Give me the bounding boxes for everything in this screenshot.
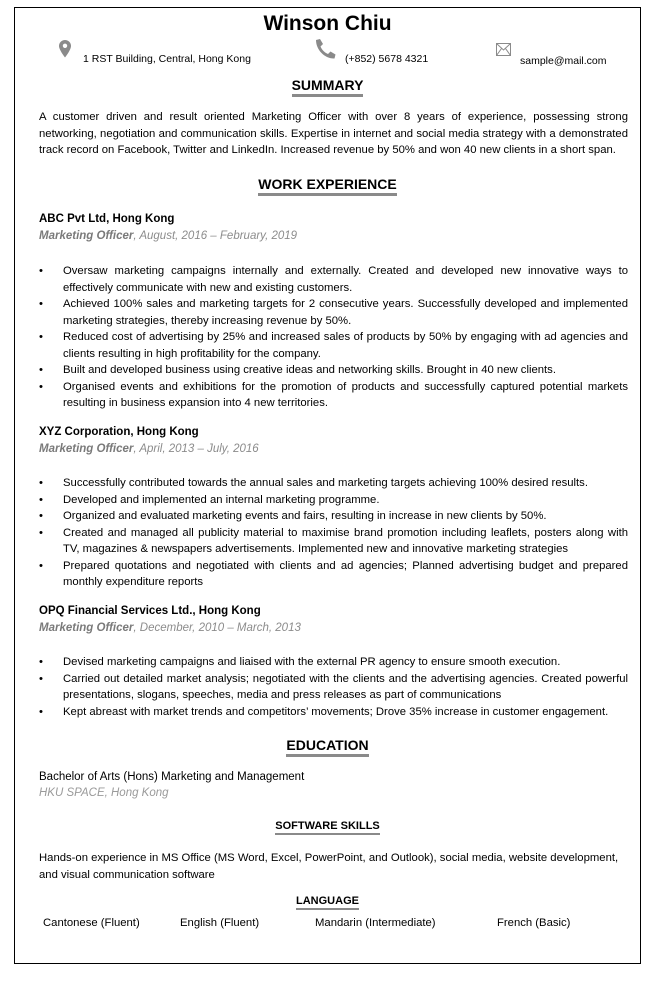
language-item: French (Basic) <box>497 917 571 929</box>
phone-text: (+852) 5678 4321 <box>345 53 429 65</box>
job-title: Marketing Officer <box>39 230 134 242</box>
job-dates: , December, 2010 – March, 2013 <box>133 622 301 634</box>
language-item: Cantonese (Fluent) <box>43 917 140 929</box>
software-skills-text: Hands-on experience in MS Office (MS Word, Excel, PowerPoint, and Outlook), social media, website development, and visual communication software <box>39 852 619 881</box>
summary-text: A customer driven and result oriented Marketing Officer with over 8 years of experience, possessing strong networking, negotiation and communication skills. Expertise in internet and social media strategy with a demonstrated track record on Facebook, Twitter and LinkedIn. Increased revenue by 50% and won 40 new clients in a short span. <box>39 111 628 156</box>
job-company: OPQ Financial Services Ltd., Hong Kong <box>39 605 261 617</box>
list-item: • Successfully contributed towards the annual sales and marketing targets achieving 100% desired results. <box>39 475 628 492</box>
list-item: • Oversaw marketing campaigns internally and externally. Created and developed new innovative ways to effectively communicate with new and existing customers. <box>39 263 628 296</box>
job-bullets <box>39 654 628 720</box>
work-experience-heading-text: WORK EXPERIENCE <box>258 176 396 196</box>
job-role <box>39 443 259 455</box>
language-heading <box>15 895 640 910</box>
job-company: ABC Pvt Ltd, Hong Kong <box>39 213 175 225</box>
phone-icon <box>313 38 337 63</box>
job-bullets <box>39 263 628 412</box>
education-degree: Bachelor of Arts (Hons) Marketing and Management <box>39 771 305 783</box>
job-title: Marketing Officer <box>39 443 134 455</box>
language-item: English (Fluent) <box>180 917 260 929</box>
software-skills-heading <box>15 820 640 835</box>
language-heading-text: LANGUAGE <box>296 895 359 910</box>
job-role <box>39 622 301 634</box>
summary-heading <box>15 77 640 97</box>
job-company: XYZ Corporation, Hong Kong <box>39 426 199 438</box>
education-heading <box>15 737 640 757</box>
envelope-icon <box>496 43 511 59</box>
software-skills-heading-text: SOFTWARE SKILLS <box>275 820 380 835</box>
job-title: Marketing Officer <box>39 622 134 634</box>
list-item: • Reduced cost of advertising by 25% and increased sales of products by 50% by engaging with ad agencies and clients resulting in high profitability for the company. <box>39 329 628 362</box>
list-item: • Organised events and exhibitions for the promotion of products and successfully captured potential markets resulting in business expansion into 4 new territories. <box>39 379 628 412</box>
candidate-name: Winson Chiu <box>263 12 392 35</box>
job-role <box>39 230 297 242</box>
list-item: • Developed and implemented an internal marketing programme. <box>39 492 628 509</box>
job-dates: , August, 2016 – February, 2019 <box>133 230 298 242</box>
resume-page <box>14 7 641 964</box>
list-item: • Achieved 100% sales and marketing targets for 2 consecutive years. Successfully developed and implemented marketing strategies, thereby increasing revenue by 50%. <box>39 296 628 329</box>
list-item: • Carried out detailed market analysis; negotiated with the clients and the advertising agencies. Created powerful presentations, slogans, speeches, media and press releases as part of communications <box>39 671 628 704</box>
job-dates: , April, 2013 – July, 2016 <box>133 443 259 455</box>
language-item: Mandarin (Intermediate) <box>315 917 436 929</box>
location-pin-icon <box>59 40 71 61</box>
job-bullets <box>39 475 628 591</box>
list-item: • Organized and evaluated marketing events and fairs, resulting in increase in new clients by 50%. <box>39 508 628 525</box>
list-item: • Built and developed business using creative ideas and networking skills. Brought in 40 new clients. <box>39 362 628 379</box>
list-item: • Devised marketing campaigns and liaised with the external PR agency to ensure smooth execution. <box>39 654 628 671</box>
list-item: • Prepared quotations and negotiated with clients and ad agencies; Planned advertising budget and prepared monthly expenditure reports <box>39 558 628 591</box>
education-school: HKU SPACE, Hong Kong <box>39 787 169 799</box>
list-item: • Kept abreast with market trends and competitors’ movements; Drove 35% increase in customer engagement. <box>39 704 628 721</box>
list-item: • Created and managed all publicity material to maximise brand promotion including leaflets, posters along with TV, magazines & newspapers advertisements. Implemented new and innovative marketing strategies <box>39 525 628 558</box>
work-experience-heading <box>15 176 640 196</box>
education-heading-text: EDUCATION <box>286 737 368 757</box>
email-text: sample@mail.com <box>520 55 607 67</box>
summary-heading-text: SUMMARY <box>292 77 364 97</box>
address-text: 1 RST Building, Central, Hong Kong <box>83 53 251 65</box>
